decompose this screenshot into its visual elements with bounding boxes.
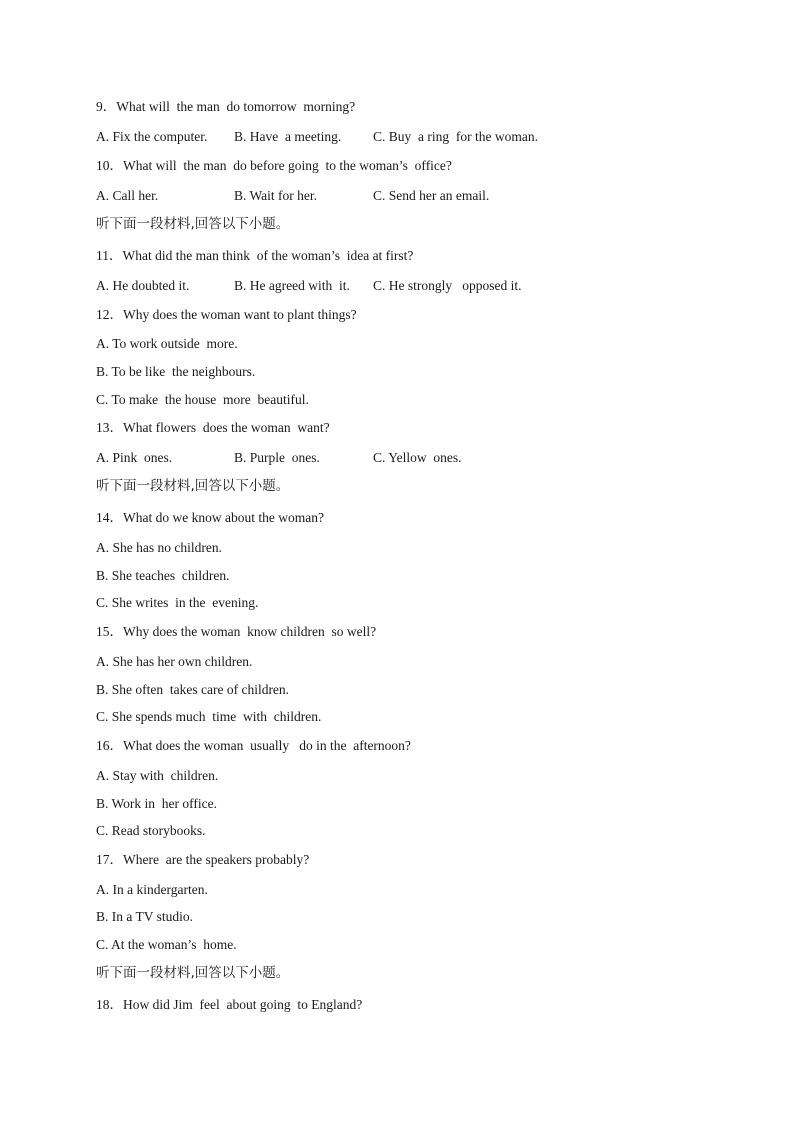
answer-option-c: C. Send her an email. [373,188,490,203]
answer-option: C. She writes in the evening. [96,595,259,610]
answer-option-b: B. Wait for her. [234,188,318,203]
question-text: 9．What will the man do tomorrow morning? [96,99,356,114]
answer-option: B. In a TV studio. [96,909,194,924]
answer-option: A. She has no children. [96,540,222,555]
answer-option: B. To be like the neighbours. [96,364,256,379]
question-text: 18．How did Jim feel about going to England? [96,997,363,1012]
question-text: 10．What will the man do before going to the woman’s office? [96,158,452,173]
answer-option-c: C. Buy a ring for the woman. [373,129,538,144]
section-instruction: 听下面一段材料,回答以下小题。 [96,965,290,981]
question-text: 16．What does the woman usually do in the afternoon? [96,738,411,753]
answer-option-a: A. He doubted it. [96,278,190,293]
question-text: 11．What did the man think of the woman’s idea at first? [96,248,414,263]
answer-option-b: B. Purple ones. [234,450,320,465]
section-instruction: 听下面一段材料,回答以下小题。 [96,478,290,494]
answer-option-c: C. Yellow ones. [373,450,462,465]
answer-option: C. Read storybooks. [96,823,206,838]
answer-option: C. To make the house more beautiful. [96,392,309,407]
answer-option-b: B. He agreed with it. [234,278,350,293]
answer-option: B. She teaches children. [96,568,230,583]
answer-option: C. At the woman’s home. [96,937,237,952]
answer-option-c: C. He strongly opposed it. [373,278,522,293]
answer-option: B. Work in her office. [96,796,218,811]
answer-option: C. She spends much time with children. [96,709,322,724]
question-text: 14．What do we know about the woman? [96,510,324,525]
answer-option: B. She often takes care of children. [96,682,290,697]
answer-option: A. She has her own children. [96,654,253,669]
answer-option-a: A. Fix the computer. [96,129,208,144]
answer-option-b: B. Have a meeting. [234,129,342,144]
answer-option: A. To work outside more. [96,336,238,351]
answer-option: A. Stay with children. [96,768,219,783]
question-text: 12．Why does the woman want to plant things? [96,307,357,322]
section-instruction: 听下面一段材料,回答以下小题。 [96,216,290,232]
answer-option-a: A. Call her. [96,188,159,203]
question-text: 17．Where are the speakers probably? [96,852,310,867]
question-text: 13．What flowers does the woman want? [96,420,330,435]
question-text: 15．Why does the woman know children so well? [96,624,377,639]
answer-option: A. In a kindergarten. [96,882,208,897]
answer-option-a: A. Pink ones. [96,450,173,465]
